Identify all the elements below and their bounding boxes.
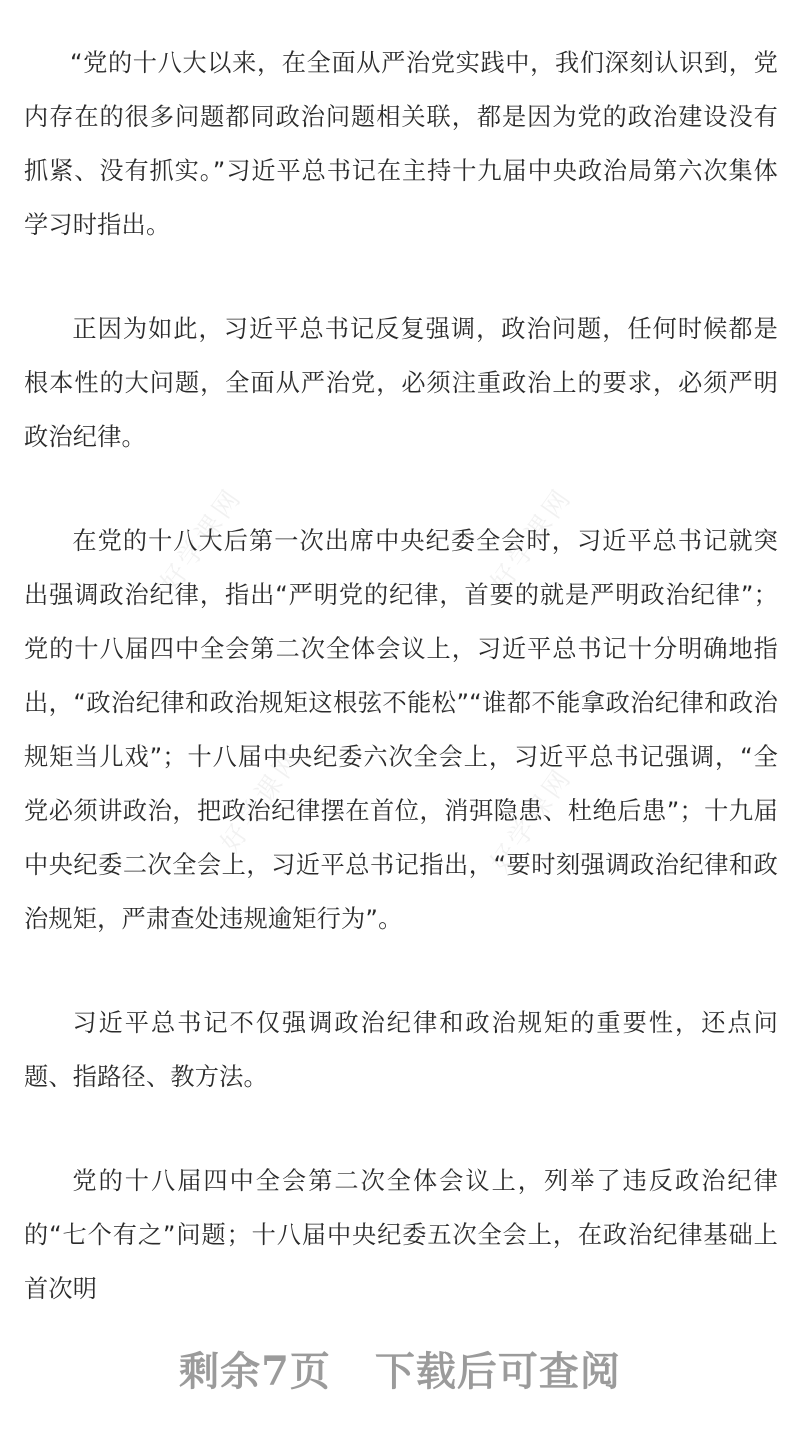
paragraph-5: 党的十八届四中全会第二次全体会议上，列举了违反政治纪律的“七个有之”问题；十八届中央纪委五次全会上，在政治纪律基础上首次明 — [24, 1167, 778, 1303]
article-body — [24, 36, 778, 1366]
paragraph-3: 在党的十八大后第一次出席中央纪委全会时，习近平总书记就突出强调政治纪律，指出“严明党的纪律，首要的就是严明政治纪律”；党的十八届四中全会第二次全体会议上，习近平总书记十分明确地指出，“政治纪律和政治规矩这根弦不能松”“谁都不能拿政治纪律和政治规矩当儿戏”；十八届中央纪委六次全会上，习近平总书记强调，“全党必须讲政治，把政治纪律摆在首位，消弭隐患、杜绝后患”；十九届中央纪委二次全会上，习近平总书记指出，“要时刻强调政治纪律和政治规矩，严肃查处违规逾矩行为”。 — [24, 527, 778, 933]
paragraph-4: 习近平总书记不仅强调政治纪律和政治规矩的重要性，还点问题、指路径、教方法。 — [24, 1009, 778, 1091]
download-prompt-banner[interactable] — [0, 1340, 800, 1397]
paragraph-2: 正因为如此，习近平总书记反复强调，政治问题，任何时候都是根本性的大问题，全面从严治党，必须注重政治上的要求，必须严明政治纪律。 — [24, 315, 778, 451]
watermark: 好学课网 — [155, 482, 249, 598]
watermark: 好学课网 — [215, 742, 309, 858]
paragraph-1: “党的十八大以来，在全面从严治党实践中，我们深刻认识到，党内存在的很多问题都同政治问题相关联，都是因为党的政治建设没有抓紧、没有抓实。”习近平总书记在主持十九届中央政治局第六次集体学习时指出。 — [24, 49, 778, 239]
remaining-pages-label: 剩余7页 — [179, 1348, 331, 1395]
watermark: 好学课网 — [485, 762, 579, 878]
download-to-view-label: 下载后可查阅 — [374, 1348, 621, 1395]
watermark: 好学课网 — [485, 482, 579, 598]
